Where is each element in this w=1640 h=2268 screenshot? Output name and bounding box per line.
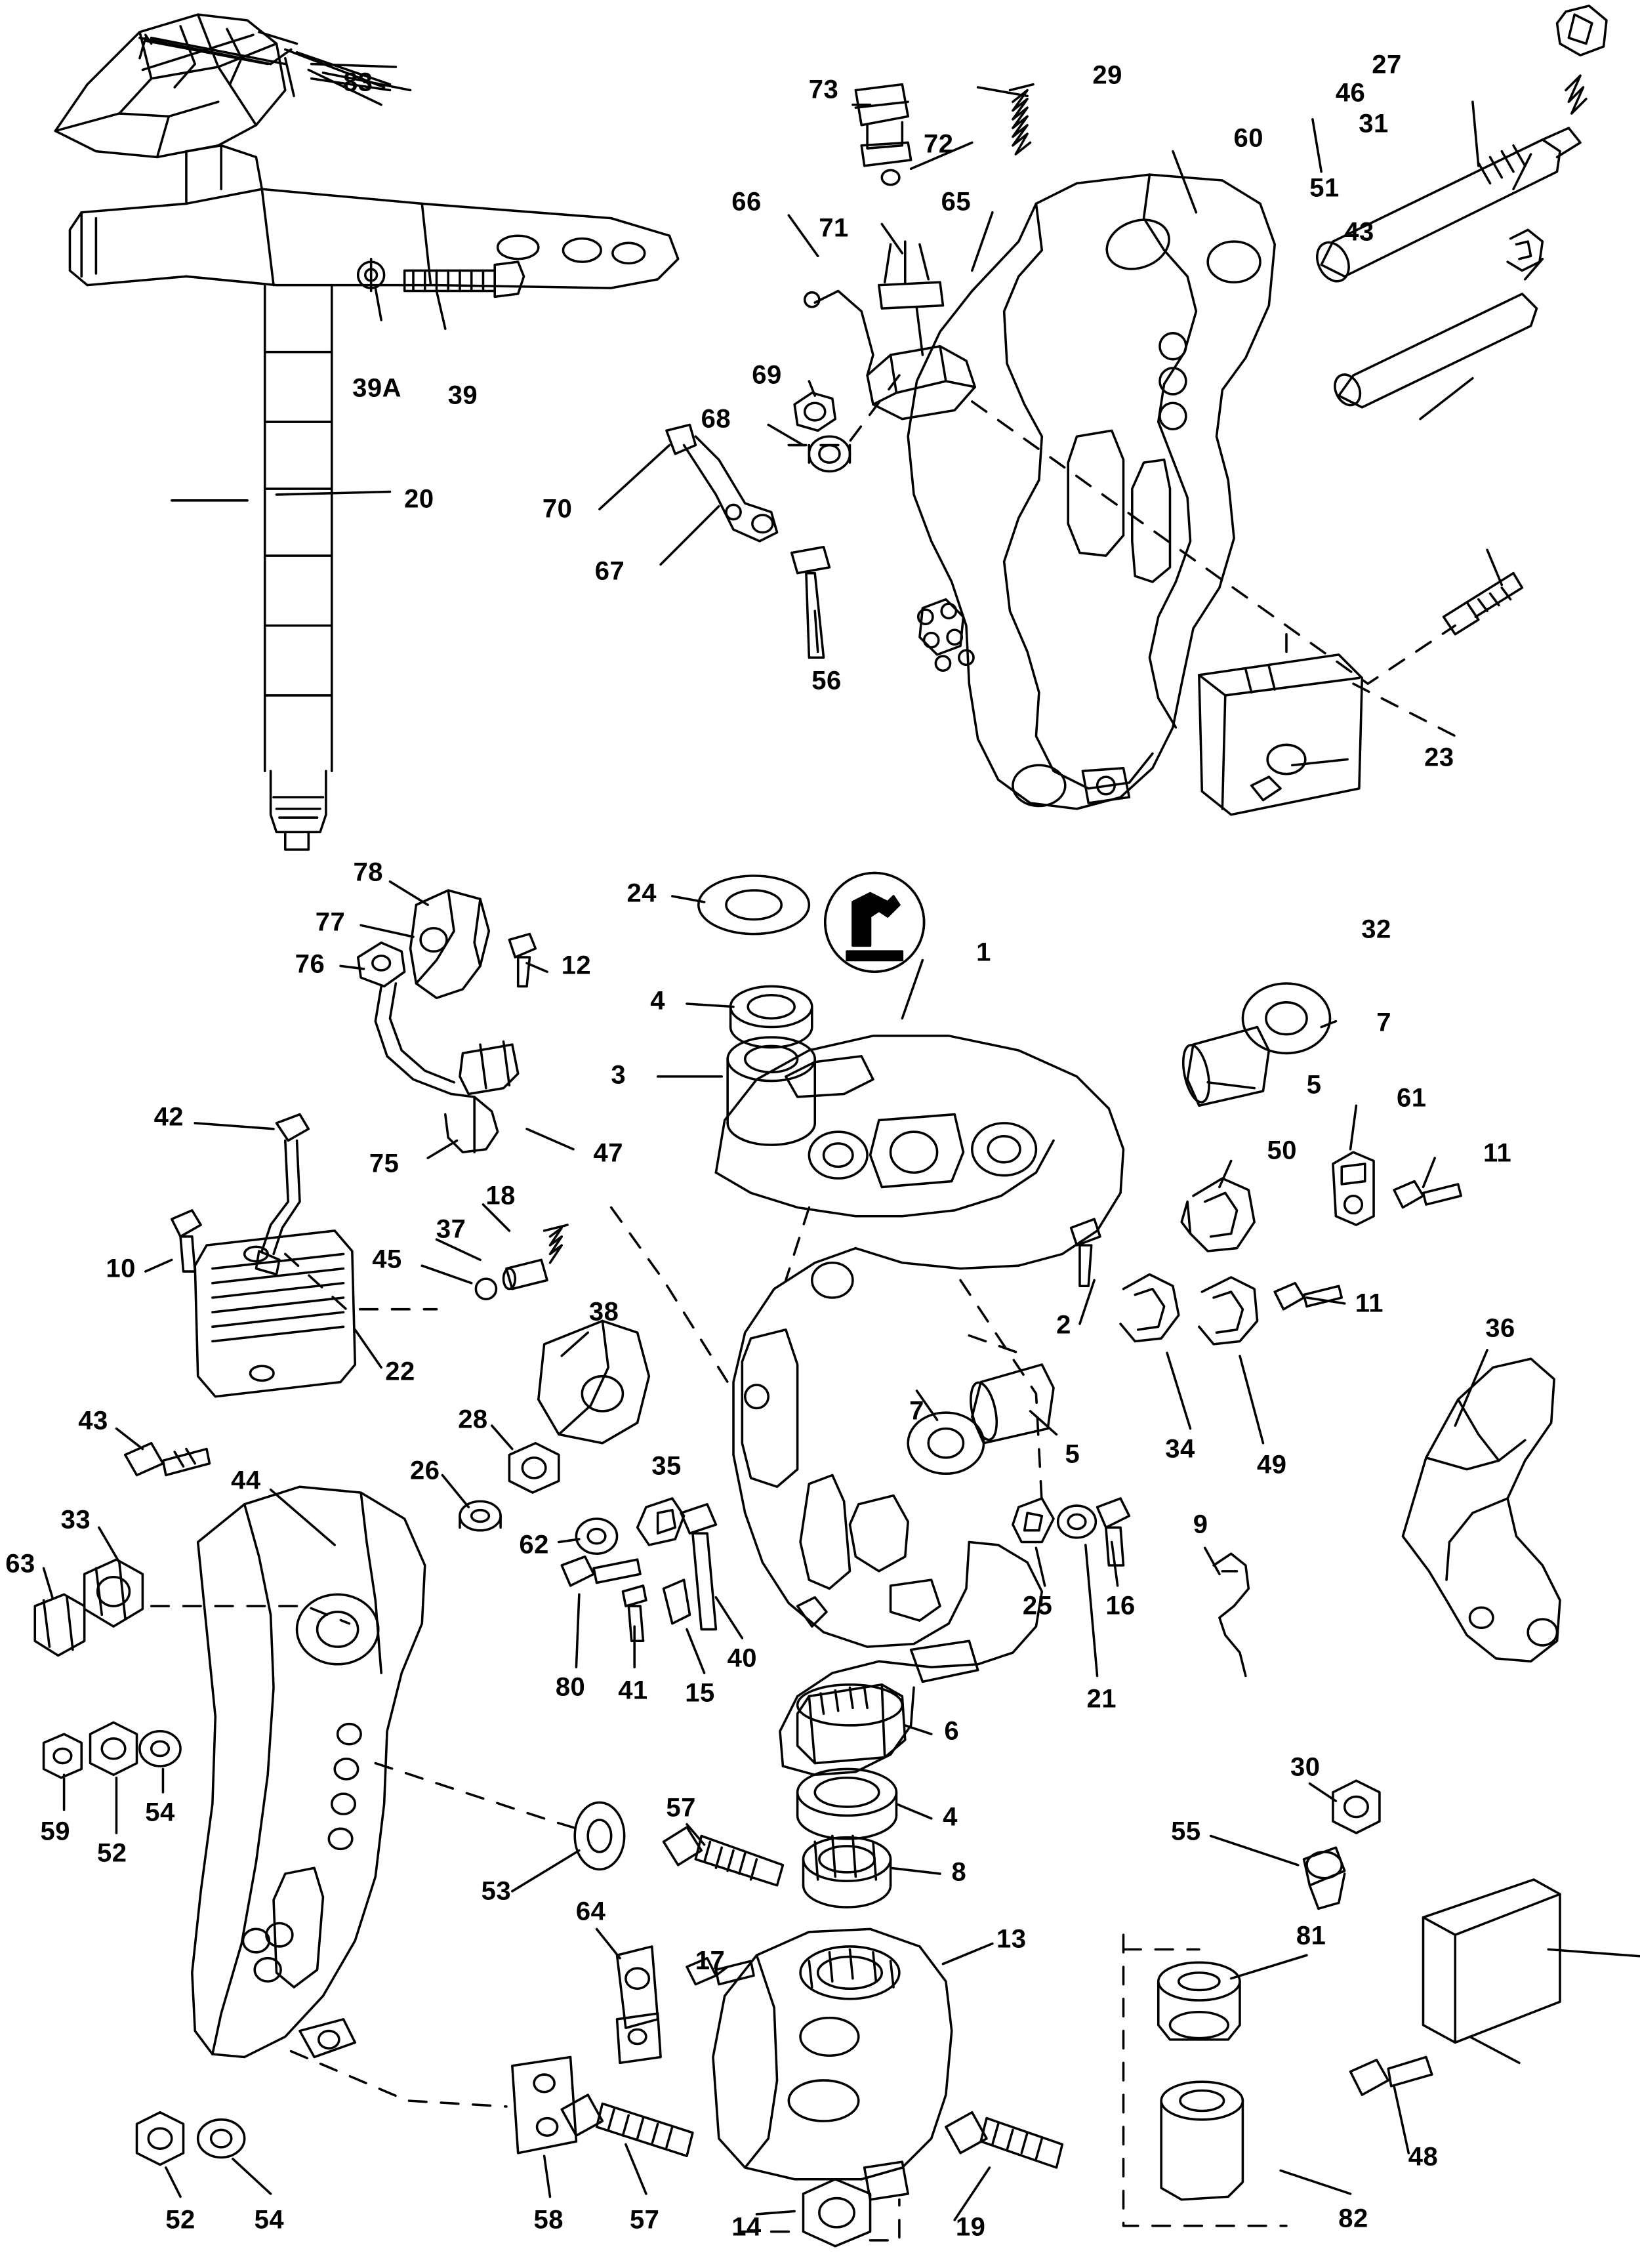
callout-7-upper: 7 (1376, 1008, 1391, 1037)
callout-83: 83 (342, 68, 373, 97)
part-20-steering-tube (70, 146, 678, 850)
part-19-bolt (946, 2113, 1062, 2168)
callout-57-lower: 57 (629, 2205, 660, 2235)
callout-20: 20 (404, 484, 434, 514)
callout-39: 39 (447, 381, 478, 410)
part-55-plug (1304, 1847, 1345, 1908)
callout-65: 65 (941, 187, 972, 216)
part-36-clamp-bracket (1403, 1359, 1560, 1661)
callout-46: 46 (1335, 78, 1366, 108)
part-30-nut (1333, 1781, 1380, 1833)
part-35-shim (638, 1498, 684, 1545)
callout-78: 78 (353, 857, 383, 887)
part-60-swivel-bracket (908, 175, 1275, 809)
part-56-bolt (792, 547, 830, 658)
part-71-wire-terminals (879, 241, 943, 308)
part-67-70-lever (666, 424, 777, 541)
part-27-clip (1557, 6, 1607, 55)
part-47-clip (460, 1042, 518, 1094)
callout-18: 18 (485, 1181, 516, 1210)
part-12-bolt (509, 934, 535, 987)
callout-54-lower: 54 (254, 2205, 285, 2235)
callout-60: 60 (1233, 123, 1264, 153)
part-40-bolt (681, 1504, 716, 1630)
part-25-clip (1013, 1498, 1054, 1542)
callout-51: 51 (1309, 173, 1340, 203)
part-18-spring (544, 1225, 567, 1263)
callout-49: 49 (1257, 1450, 1287, 1479)
part-52b-nut (137, 2113, 184, 2165)
callout-41: 41 (618, 1676, 648, 1705)
callout-80: 80 (555, 1672, 586, 1702)
callout-69: 69 (752, 360, 782, 390)
callout-23: 23 (1424, 743, 1454, 772)
part-63-cap (35, 1594, 84, 1655)
callout-70: 70 (542, 494, 573, 524)
callout-81: 81 (1296, 1921, 1326, 1950)
callout-52-upper: 52 (97, 1838, 127, 1868)
part-33-locknut (85, 1559, 143, 1626)
part-4-bearing-lower (798, 1769, 897, 1838)
part-32-bar (1423, 1880, 1560, 2042)
callout-43-lower: 43 (78, 1406, 108, 1435)
part-61-bracket (1333, 1152, 1374, 1225)
callout-55: 55 (1171, 1817, 1201, 1846)
part-43-bolt-lower-left (125, 1443, 210, 1475)
callout-77: 77 (315, 907, 346, 937)
part-24-seal (699, 876, 810, 934)
callout-45: 45 (372, 1245, 402, 1274)
callout-24: 24 (626, 878, 657, 907)
part-34-clamp (1120, 1274, 1179, 1341)
part-62-washer (576, 1519, 617, 1554)
part-82-bushing (1161, 2082, 1242, 2200)
part-45-ball (476, 1279, 496, 1299)
part-52-nut (91, 1722, 137, 1775)
callout-2: 2 (1056, 1310, 1071, 1340)
callout-40: 40 (727, 1643, 758, 1673)
callout-34: 34 (1165, 1434, 1195, 1464)
callout-68: 68 (701, 404, 731, 434)
part-59-nut (44, 1734, 82, 1778)
callout-25: 25 (1022, 1591, 1053, 1620)
callout-4-lower: 4 (943, 1802, 958, 1832)
callout-63: 63 (5, 1549, 35, 1578)
part-38-cam (539, 1321, 649, 1443)
part-64-bracket (617, 1947, 661, 2063)
part-51-shaft (1330, 294, 1536, 409)
part-73-connector (855, 85, 911, 166)
callout-13: 13 (996, 1924, 1027, 1954)
callout-9: 9 (1193, 1510, 1208, 1539)
callout-52-lower: 52 (165, 2205, 195, 2235)
callout-11-lower: 11 (1355, 1289, 1384, 1318)
callout-15: 15 (685, 1678, 715, 1708)
part-13-lower-housing (713, 1929, 952, 2199)
part-5-bushing-upper-right (1179, 1027, 1269, 1106)
callout-72: 72 (924, 129, 954, 159)
callout-82: 82 (1338, 2204, 1368, 2233)
callout-21: 21 (1086, 1684, 1117, 1714)
part-11-bolt-upper (1394, 1182, 1461, 1208)
callout-39A: 39A (352, 373, 401, 403)
callout-71: 71 (819, 213, 849, 243)
part-81-bushing (1158, 1962, 1240, 2040)
part-21-washer (1058, 1506, 1096, 1538)
part-37-pin (504, 1260, 548, 1289)
callout-44: 44 (231, 1466, 261, 1495)
callout-38: 38 (588, 1297, 619, 1327)
callout-1: 1 (976, 938, 991, 967)
callout-5-upper: 5 (1306, 1070, 1322, 1100)
part-22-anode (195, 1231, 355, 1397)
part-48-bolt (1351, 2057, 1432, 2095)
part-57-bolt-upper (664, 1827, 783, 1886)
callout-8: 8 (951, 1857, 967, 1887)
detail-view-badge-icon (825, 873, 924, 972)
part-80-bolt (562, 1557, 640, 1586)
callout-11-upper: 11 (1483, 1138, 1512, 1168)
part-6-bearing-housing (798, 1685, 905, 1763)
part-49-clamp (1199, 1277, 1258, 1344)
callout-5-lower: 5 (1065, 1439, 1080, 1469)
callout-53: 53 (481, 1876, 512, 1906)
callout-33: 33 (60, 1505, 91, 1535)
callout-29: 29 (1092, 60, 1122, 90)
part-42-rod (256, 1115, 308, 1275)
part-2-bolt (1071, 1219, 1100, 1286)
callout-50: 50 (1267, 1136, 1298, 1165)
callout-17: 17 (695, 1946, 726, 1975)
callout-66: 66 (731, 187, 762, 216)
part-14-nut (803, 2179, 870, 2246)
callout-57-upper: 57 (666, 1793, 696, 1823)
part-68-bushing (809, 436, 850, 471)
part-23-anode-clamp (1199, 655, 1362, 815)
callout-42: 42 (154, 1102, 184, 1132)
part-7-washer-upper-right (1242, 983, 1330, 1053)
callout-32: 32 (1361, 915, 1391, 944)
part-39-bolt (405, 262, 524, 297)
callout-19: 19 (955, 2212, 986, 2242)
callout-58: 58 (533, 2205, 564, 2235)
callout-75: 75 (369, 1149, 400, 1178)
callout-12: 12 (561, 951, 592, 980)
callout-37: 37 (436, 1214, 466, 1244)
part-69-nut (794, 393, 835, 431)
callout-3: 3 (611, 1060, 626, 1090)
callout-47: 47 (593, 1138, 623, 1168)
part-54-washer (140, 1731, 180, 1766)
callout-10: 10 (106, 1254, 136, 1283)
callout-6: 6 (944, 1716, 960, 1746)
callout-22: 22 (385, 1357, 415, 1386)
callout-26: 26 (409, 1456, 440, 1485)
callout-56: 56 (811, 666, 842, 695)
part-44-lower-mount-bracket (192, 1487, 425, 2057)
part-65-lever-assembly (805, 291, 975, 419)
callout-28: 28 (458, 1405, 488, 1434)
part-54b-washer (198, 2120, 245, 2158)
callout-59: 59 (40, 1817, 71, 1846)
part-53-washer (575, 1802, 624, 1869)
callout-64: 64 (575, 1897, 606, 1926)
callout-30: 30 (1290, 1752, 1321, 1782)
callout-67: 67 (594, 556, 625, 586)
part-72-pin (882, 170, 899, 184)
callout-14: 14 (731, 2212, 762, 2242)
callout-31: 31 (1359, 109, 1389, 138)
callout-61: 61 (1396, 1083, 1427, 1113)
callout-35: 35 (651, 1451, 682, 1481)
part-8-bearing (803, 1836, 890, 1907)
callout-4-upper: 4 (650, 986, 666, 1016)
part-28-nut (509, 1443, 558, 1493)
callout-48: 48 (1408, 2142, 1439, 2172)
callout-36: 36 (1485, 1313, 1515, 1343)
part-58-plate (512, 2057, 577, 2153)
callout-7-lower: 7 (909, 1396, 924, 1426)
part-15-key (664, 1580, 690, 1624)
part-5-bushing-lower (966, 1365, 1054, 1443)
part-50-clamp (1181, 1178, 1254, 1251)
callout-54-upper: 54 (145, 1798, 175, 1827)
callout-73: 73 (808, 75, 839, 104)
callout-43-upper: 43 (1344, 217, 1374, 247)
callout-27: 27 (1372, 50, 1402, 79)
callout-76: 76 (295, 949, 325, 979)
callout-62: 62 (519, 1530, 549, 1559)
part-11-bolt-lower (1275, 1283, 1342, 1309)
callout-16: 16 (1105, 1591, 1136, 1620)
